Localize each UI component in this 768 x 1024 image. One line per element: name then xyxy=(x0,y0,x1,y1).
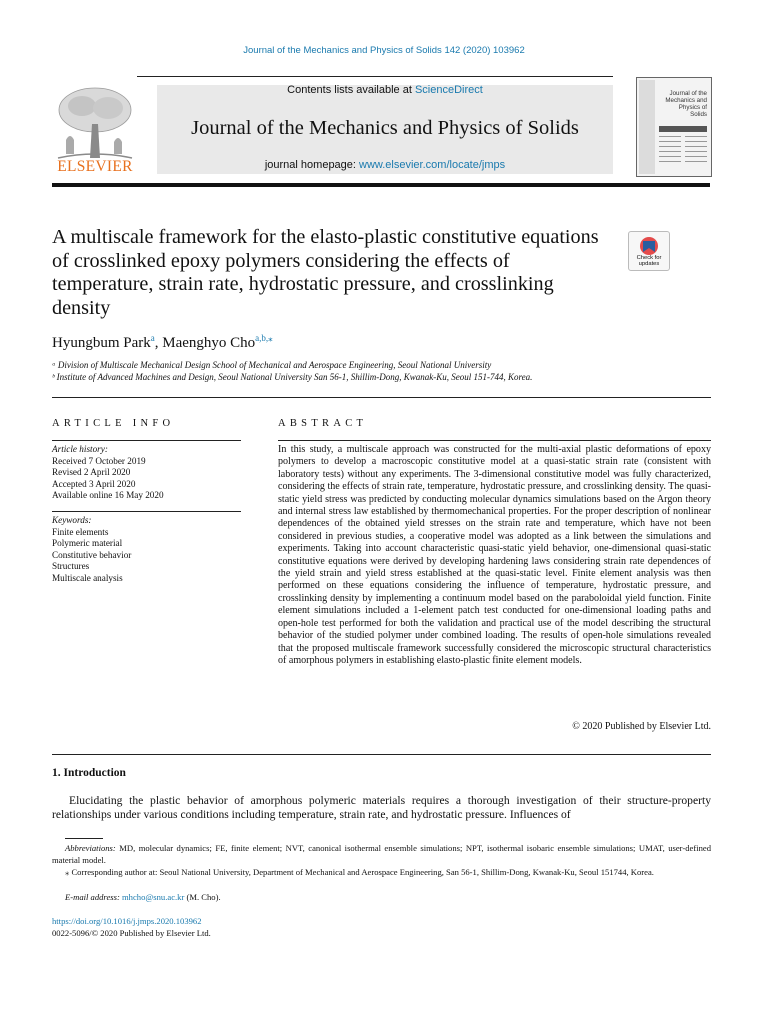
cover-title: Journal of the Mechanics and Physics of Solids xyxy=(665,90,707,118)
affiliation-b: ᵇ Institute of Advanced Machines and Design, Seoul National University San 56-1, Shillim-Dong, Kwanak-Ku, Seoul 151-744, Korea. xyxy=(52,372,533,382)
article-info-heading: ARTICLE INFO xyxy=(52,418,175,429)
accepted-date: Accepted 3 April 2020 xyxy=(52,478,136,489)
section-divider xyxy=(52,397,711,398)
issn-line: 0022-5096/© 2020 Published by Elsevier Ltd. xyxy=(52,928,211,938)
email-link[interactable]: mhcho@snu.ac.kr xyxy=(121,892,185,902)
keyword-item: Constitutive behavior xyxy=(52,549,132,560)
footnote-rule xyxy=(65,838,103,839)
header-top-rule xyxy=(137,76,613,77)
journal-homepage-link[interactable]: www.elsevier.com/locate/jmps xyxy=(359,159,506,171)
email-footnote xyxy=(52,892,711,904)
sciencedirect-link[interactable]: ScienceDirect xyxy=(414,84,483,96)
doi-link[interactable]: https://doi.org/10.1016/j.jmps.2020.103962 xyxy=(52,916,202,926)
section-divider xyxy=(52,754,711,755)
cover-graphic-icon xyxy=(637,78,711,176)
introduction-heading: 1. Introduction xyxy=(52,767,126,779)
history-label: Article history: xyxy=(52,444,108,454)
abbreviations-text: MD, molecular dynamics; FE, finite element; NVT, canonical isothermal ensemble simulations; NPT, isothermal isobaric ensemble simulations; UMAT, user-defined material model. xyxy=(52,843,711,865)
author-affiliation-marker[interactable]: a,b,⁎ xyxy=(255,333,273,343)
abstract-rule xyxy=(278,440,711,441)
author-name[interactable]: Maenghyo Cho xyxy=(162,335,256,351)
author-separator: , xyxy=(154,335,163,351)
contents-available-line xyxy=(157,84,613,96)
contents-prefix: Contents lists available at xyxy=(287,84,415,96)
check-for-updates-button[interactable] xyxy=(628,231,670,271)
abstract-copyright: © 2020 Published by Elsevier Ltd. xyxy=(572,721,711,732)
online-date: Available online 16 May 2020 xyxy=(52,490,164,501)
revised-date: Revised 2 April 2020 xyxy=(52,467,131,478)
email-suffix: (M. Cho). xyxy=(184,892,221,902)
paper-title: A multiscale framework for the elasto-plastic constitutive equations of crosslinked epoxy polymers considering the effects of temperature, strain rate, hydrostatic pressure, and crosslinking density xyxy=(52,226,599,319)
email-label: E-mail address: xyxy=(65,892,120,902)
keyword-item: Multiscale analysis xyxy=(52,572,123,583)
keyword-item: Polymeric material xyxy=(52,538,123,549)
keywords-rule xyxy=(52,511,241,512)
affiliation-a: ᵃ Division of Multiscale Mechanical Design School of Mechanical and Aerospace Engineering, Seoul National University xyxy=(52,360,492,370)
keywords-block xyxy=(52,515,131,585)
article-info-rule xyxy=(52,440,241,441)
abstract-heading: ABSTRACT xyxy=(278,418,368,429)
homepage-prefix: journal homepage: xyxy=(264,159,360,171)
corresponding-author-footnote: ⁎ Corresponding author at: Seoul National University, Department of Mechanical and Aerospace Engineering, San 56-1, Shillim-Dong, Kwanak-Ku, Seoul 151744, Korea. xyxy=(65,867,654,877)
author-name[interactable]: Hyungbum Park xyxy=(52,335,151,351)
abbreviations-label: Abbreviations: xyxy=(65,843,116,853)
article-history xyxy=(52,444,164,502)
keyword-item: Finite elements xyxy=(52,526,109,537)
header-divider xyxy=(52,183,710,187)
author-list xyxy=(52,333,273,352)
introduction-paragraph: Elucidating the plastic behavior of amorphous polymeric materials requires a thorough investigation of their structure-property relationships under various conditions including temperature, strain rate, and hydrostatic pressure. Influences of xyxy=(52,794,711,822)
journal-cover-thumbnail[interactable] xyxy=(636,77,712,177)
elsevier-logo[interactable] xyxy=(52,84,138,176)
publisher-logo-text: ELSEVIER xyxy=(57,158,133,175)
crossmark-label-1: Check for xyxy=(636,255,662,261)
received-date: Received 7 October 2019 xyxy=(52,455,146,466)
journal-homepage-line xyxy=(157,159,613,171)
keywords-label: Keywords: xyxy=(52,515,92,525)
abbreviations-footnote xyxy=(52,843,711,866)
journal-title: Journal of the Mechanics and Physics of Solids xyxy=(191,117,579,139)
keyword-item: Structures xyxy=(52,561,90,572)
abstract-body: In this study, a multiscale approach was constructed for the multi-axial plastic deformations of epoxy polymers to develop a macroscopic constitutive model at a quasi-static strain rate (consistent with laboratory tests) without any experiments. The 3-dimensional constitutive model was fully characterized, considering the effects of strain rate, temperature, hydrostatic pressure, and crosslinking density. The quasi-static yield stress was predicted by conducting molecular dynamics simulations based on the Argon theory and internal stress law established by thermomechanical properties. For the proper description of nonlinear dependences of the obtained yield stresses on the strain rate and temperature, which have not been considered in previous studies, a cooperative model was adopted as a link between the simulations and experiments. Taking into account characteristic quasi-static yield behavior, one-dimensional quasi-static constitutive equations were derived by developing hardening laws considering strain rate dependences of the yield strain and yield stress established at the quasi-static level. Finite element analysis was then performed on these equations considering the influence of temperature, hydrostatic pressure, and crosslinking density by implementing a continuum model based on the paraboloidal yield function. Finite element simulations included a 1-element patch test conducted for one-dimensional loading paths and open-hole test performed for both the validation and practical use of the model describing the structural behavior of the studied polymer under combined loading. The results of open-hole simulations revealed that the proposed multiscale framework successfully considered the microscopic structural characteristics of amorphous polymers in establishing elasto-plastic finite element models. xyxy=(278,444,711,666)
journal-citation[interactable]: Journal of the Mechanics and Physics of Solids 142 (2020) 103962 xyxy=(243,45,525,56)
author-affiliation-marker[interactable]: a xyxy=(150,333,155,343)
crossmark-label-2: updates xyxy=(638,261,660,267)
